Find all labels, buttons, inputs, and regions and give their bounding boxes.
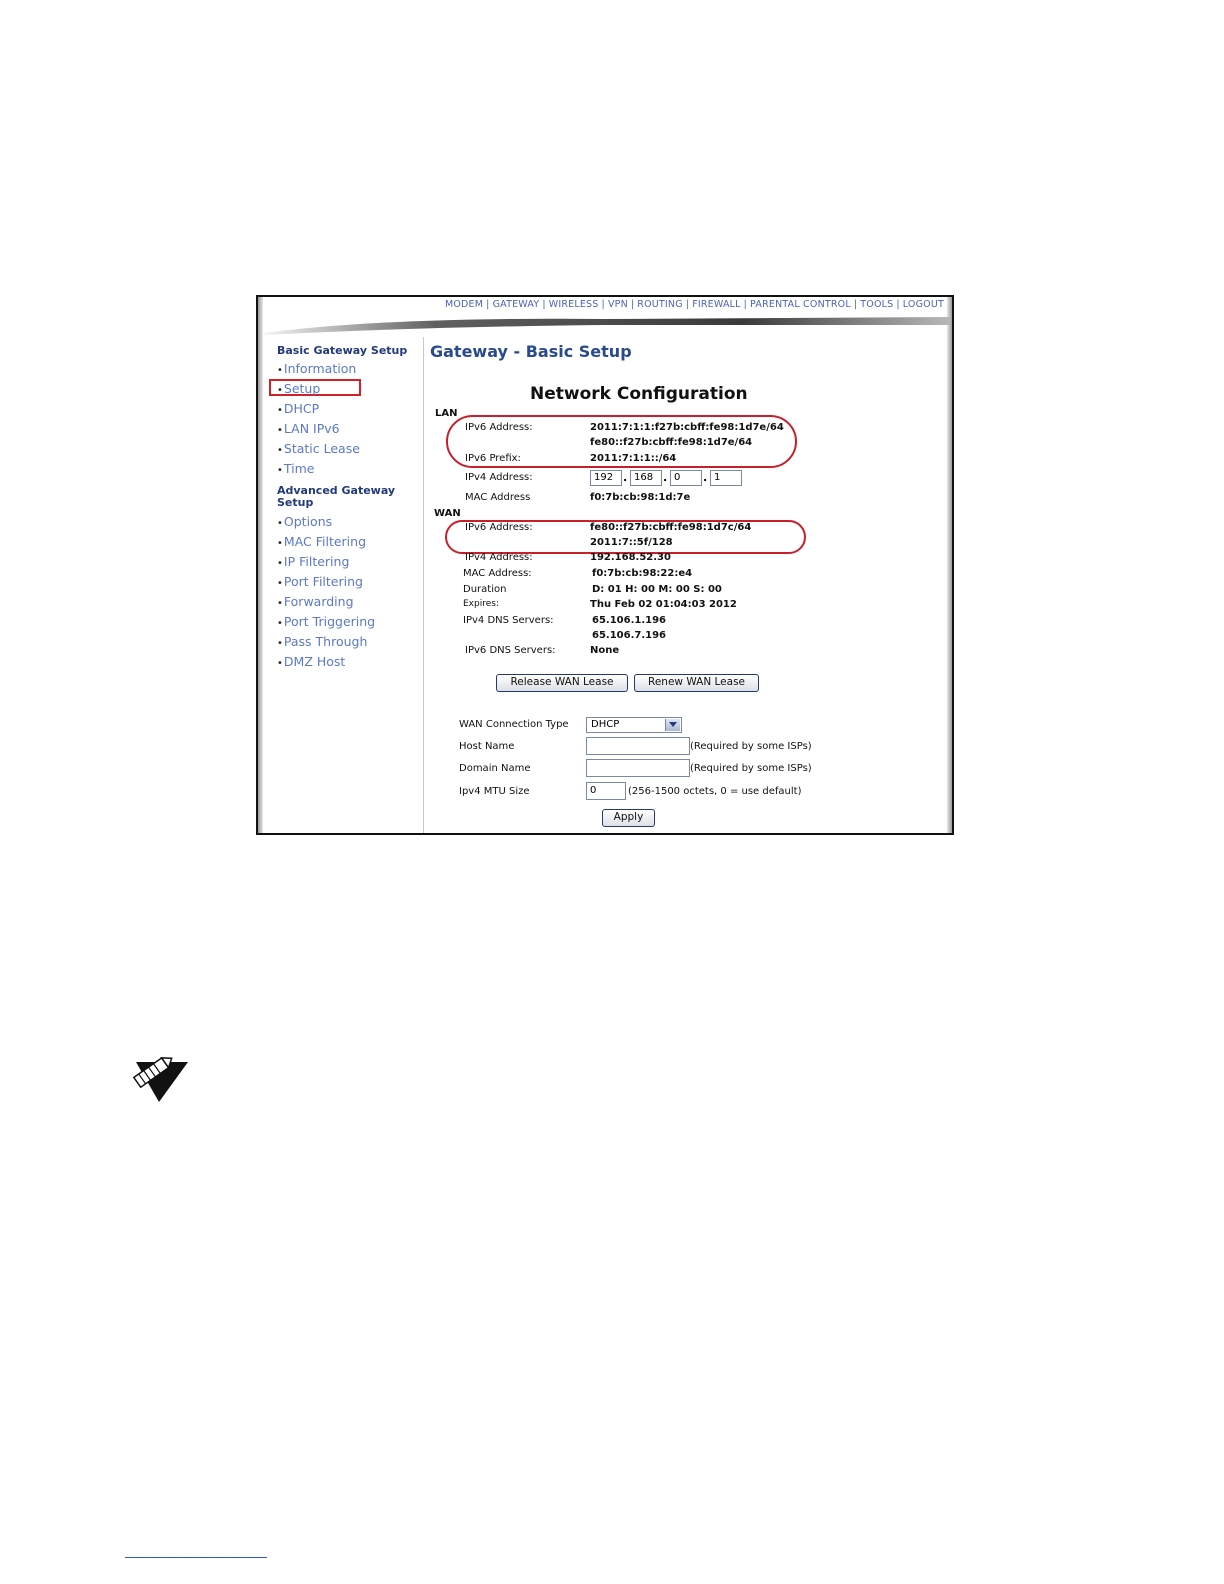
sidebar-heading-basic: Basic Gateway Setup bbox=[277, 344, 408, 357]
chevron-down-icon[interactable] bbox=[665, 719, 680, 731]
nav-logout[interactable]: LOGOUT bbox=[902, 299, 944, 310]
sidebar-item-forwarding[interactable]: •Forwarding bbox=[277, 594, 354, 609]
nav-routing[interactable]: ROUTING bbox=[637, 299, 683, 310]
domain-name-hint: (Required by some ISPs) bbox=[690, 763, 812, 774]
wan-mac-label: MAC Address: bbox=[463, 568, 532, 579]
sidebar bbox=[265, 337, 424, 833]
host-name-hint: (Required by some ISPs) bbox=[690, 741, 812, 752]
domain-name-label: Domain Name bbox=[459, 763, 531, 774]
sidebar-item-dmz-host[interactable]: •DMZ Host bbox=[277, 654, 346, 669]
lan-ipv6-prefix: 2011:7:1:1::/64 bbox=[590, 453, 677, 464]
release-wan-lease-button[interactable]: Release WAN Lease bbox=[496, 674, 628, 692]
sidebar-heading-advanced: Advanced Gateway Setup bbox=[277, 484, 396, 509]
wan-heading: WAN bbox=[434, 508, 461, 519]
nav-tools[interactable]: TOOLS bbox=[860, 299, 894, 310]
lan-ipv4-octet-1[interactable]: 192 bbox=[590, 470, 622, 486]
lan-ipv6-address-label: IPv6 Address: bbox=[465, 422, 533, 433]
sidebar-item-options[interactable]: •Options bbox=[277, 514, 333, 529]
wan-ipv4-address-label: IPv4 Address: bbox=[465, 552, 533, 563]
nav-gateway[interactable]: GATEWAY bbox=[492, 299, 540, 310]
lan-ipv4-octet-2[interactable]: 168 bbox=[630, 470, 662, 486]
mtu-size-hint: (256-1500 octets, 0 = use default) bbox=[628, 786, 802, 797]
top-navigation: MODEM | GATEWAY | WIRELESS | VPN | ROUTING | FIREWALL | PARENTAL CONTROL | TOOLS | LOGOUT bbox=[444, 299, 944, 310]
wan-connection-type-label: WAN Connection Type bbox=[459, 719, 569, 730]
wan-ipv6-dns-value: None bbox=[590, 645, 620, 656]
wan-ipv4-dns-1: 65.106.1.196 bbox=[592, 615, 667, 626]
lan-ipv6-address-2: fe80::f27b:cbff:fe98:1d7e/64 bbox=[590, 437, 753, 448]
frame-left-rail bbox=[258, 297, 263, 833]
lan-ipv4-octet-3[interactable]: 0 bbox=[670, 470, 702, 486]
lan-ipv4-address-label: IPv4 Address: bbox=[465, 472, 533, 483]
frame-right-rail bbox=[947, 297, 952, 833]
lan-mac-label: MAC Address bbox=[465, 492, 531, 503]
wan-ipv4-dns-2: 65.106.7.196 bbox=[592, 630, 667, 641]
nav-wireless[interactable]: WIRELESS bbox=[548, 299, 599, 310]
mtu-size-input[interactable]: 0 bbox=[586, 782, 626, 800]
wan-duration-label: Duration bbox=[463, 584, 507, 595]
main-content bbox=[425, 337, 946, 833]
sidebar-item-ip-filtering[interactable]: •IP Filtering bbox=[277, 554, 350, 569]
lan-ipv6-prefix-label: IPv6 Prefix: bbox=[465, 453, 521, 464]
sidebar-item-dhcp[interactable]: •DHCP bbox=[277, 401, 320, 416]
wan-ipv4-dns-label: IPv4 DNS Servers: bbox=[463, 615, 554, 626]
wan-ipv6-dns-label: IPv6 DNS Servers: bbox=[465, 645, 556, 656]
sidebar-item-information[interactable]: •Information bbox=[277, 361, 357, 376]
wan-duration-value: D: 01 H: 00 M: 00 S: 00 bbox=[592, 584, 722, 595]
nav-modem[interactable]: MODEM bbox=[444, 299, 484, 310]
wan-expires-value: Thu Feb 02 01:04:03 2012 bbox=[590, 599, 737, 610]
lan-mac-value: f0:7b:cb:98:1d:7e bbox=[590, 492, 691, 503]
apply-button[interactable]: Apply bbox=[602, 809, 655, 827]
footnote-separator bbox=[125, 1557, 267, 1558]
ip-dot: . bbox=[703, 471, 708, 484]
host-name-label: Host Name bbox=[459, 741, 515, 752]
sidebar-item-time[interactable]: •Time bbox=[277, 461, 315, 476]
section-title: Network Configuration bbox=[530, 384, 748, 404]
router-screenshot bbox=[256, 295, 954, 835]
wan-connection-type-select[interactable]: DHCP bbox=[586, 717, 682, 733]
nav-firewall[interactable]: FIREWALL bbox=[692, 299, 741, 310]
sidebar-item-static-lease[interactable]: •Static Lease bbox=[277, 441, 360, 456]
host-name-input[interactable] bbox=[586, 737, 690, 755]
wan-ipv4-address: 192.168.52.30 bbox=[590, 552, 671, 563]
lan-ipv6-address-1: 2011:7:1:1:f27b:cbff:fe98:1d7e/64 bbox=[590, 422, 784, 433]
domain-name-input[interactable] bbox=[586, 759, 690, 777]
nav-parental-control[interactable]: PARENTAL CONTROL bbox=[750, 299, 851, 310]
sidebar-item-port-filtering[interactable]: •Port Filtering bbox=[277, 574, 363, 589]
header-swoosh bbox=[264, 313, 950, 335]
page-title: Gateway - Basic Setup bbox=[430, 342, 632, 361]
wan-ipv6-address-1: fe80::f27b:cbff:fe98:1d7c/64 bbox=[590, 522, 752, 533]
wan-ipv6-address-2: 2011:7::5f/128 bbox=[590, 537, 673, 548]
renew-wan-lease-button[interactable]: Renew WAN Lease bbox=[634, 674, 759, 692]
lan-heading: LAN bbox=[435, 408, 458, 419]
wan-expires-label: Expires: bbox=[463, 599, 499, 609]
lan-ipv4-octet-4[interactable]: 1 bbox=[710, 470, 742, 486]
ip-dot: . bbox=[623, 471, 628, 484]
ip-dot: . bbox=[663, 471, 668, 484]
sidebar-item-pass-through[interactable]: •Pass Through bbox=[277, 634, 368, 649]
mtu-size-label: Ipv4 MTU Size bbox=[459, 786, 530, 797]
sidebar-item-setup[interactable]: •Setup bbox=[277, 381, 321, 396]
wan-mac-value: f0:7b:cb:98:22:e4 bbox=[592, 568, 693, 579]
sidebar-item-port-triggering[interactable]: •Port Triggering bbox=[277, 614, 376, 629]
sidebar-item-mac-filtering[interactable]: •MAC Filtering bbox=[277, 534, 367, 549]
nav-vpn[interactable]: VPN bbox=[607, 299, 628, 310]
wan-ipv6-address-label: IPv6 Address: bbox=[465, 522, 533, 533]
note-pencil-icon bbox=[128, 1052, 190, 1106]
sidebar-item-lan-ipv6[interactable]: •LAN IPv6 bbox=[277, 421, 340, 436]
